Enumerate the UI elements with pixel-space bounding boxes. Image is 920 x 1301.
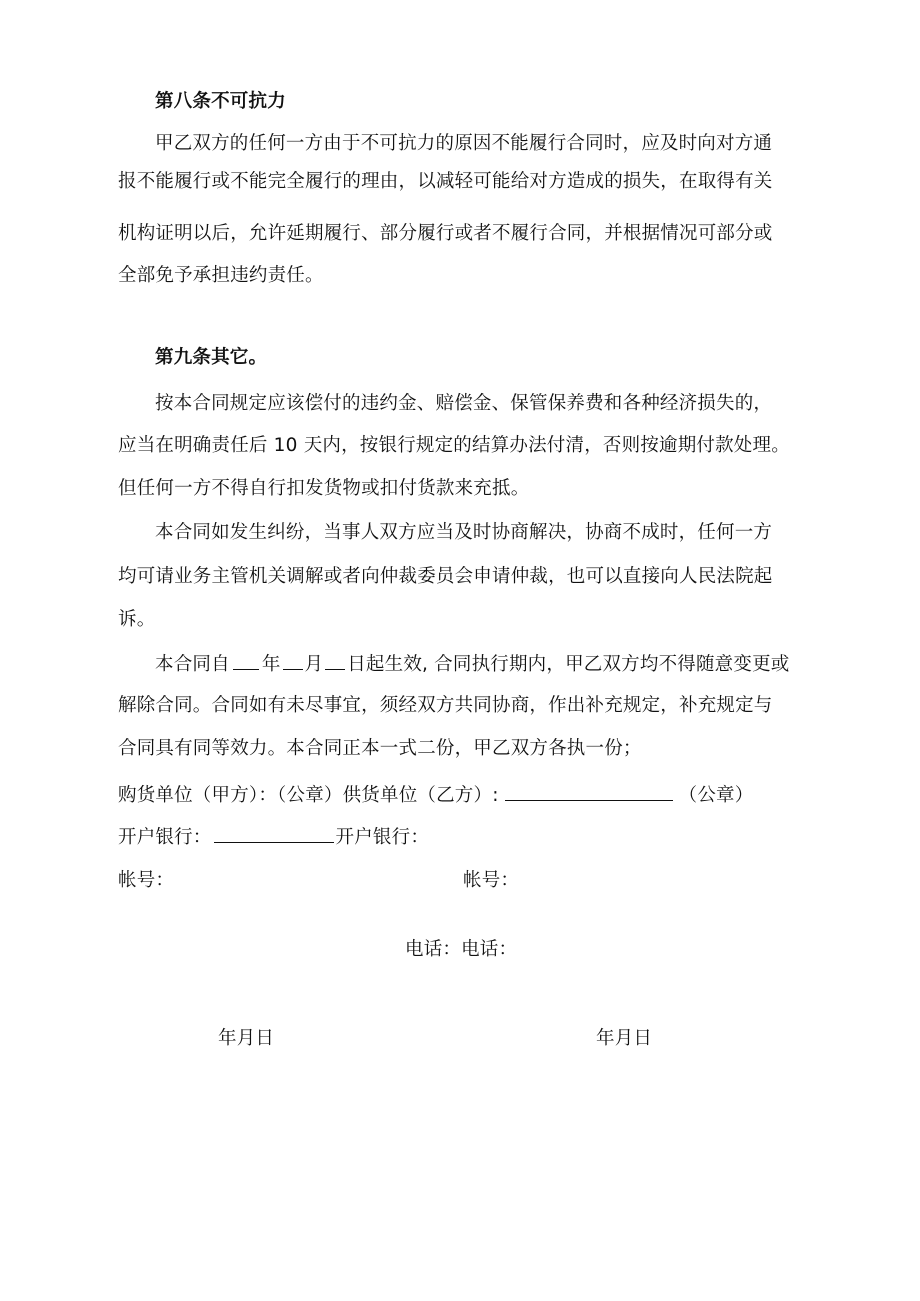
- year-label: 年: [261, 654, 281, 675]
- article9-para2-line: 本合同如发生纠纷，当事人双方应当及时协商解决，协商不成时，任何一方: [155, 522, 773, 543]
- account-label-a: 帐号：: [118, 870, 175, 891]
- date-label-a: 年月日: [218, 1028, 275, 1049]
- bank-line: [118, 824, 429, 850]
- article9-para3-line: 解除合同。合同如有未尽事宜，须经双方共同协商，作出补充规定，补充规定与: [118, 695, 773, 716]
- seller-seal-label: （公章）: [678, 785, 754, 806]
- account-label-b: 帐号：: [463, 870, 520, 891]
- article9-para1-line: 按本合同规定应该偿付的违约金、赔偿金、保管保养费和各种经济损失的，: [155, 393, 773, 414]
- article8-line: 机构证明以后，允许延期履行、部分履行或者不履行合同，并根据情况可部分或: [118, 223, 773, 244]
- article8-line: 甲乙双方的任何一方由于不可抗力的原因不能履行合同时，应及时向对方通: [155, 133, 773, 154]
- year-blank: [233, 651, 259, 670]
- bank-label-a: 开户银行：: [118, 827, 212, 848]
- buyer-seller-line: [118, 782, 753, 808]
- bank-blank: [214, 824, 334, 843]
- article8-line: 报不能履行或不能完全履行的理由，以减轻可能给对方造成的损失，在取得有关: [118, 171, 773, 192]
- effective-date-prefix: 本合同自: [155, 654, 230, 675]
- day-blank: [325, 651, 345, 670]
- article9-para3-line: 合同具有同等效力。本合同正本一式二份，甲乙双方各执一份；: [118, 738, 642, 759]
- month-label: 月: [304, 654, 324, 675]
- effective-date-suffix: 日起生效, 合同执行期内，甲乙双方均不得随意变更或: [347, 654, 790, 675]
- article9-title: 第九条其它。: [155, 347, 268, 368]
- effective-date-line: [155, 651, 789, 677]
- buyer-seller-label: 购货单位（甲方）：（公章）供货单位（乙方）:: [118, 785, 499, 806]
- article8-line: 全部免予承担违约责任。: [118, 265, 324, 286]
- bank-label-b: 开户银行：: [335, 827, 430, 848]
- date-label-b: 年月日: [596, 1028, 653, 1049]
- article9-para2-line: 诉。: [118, 609, 156, 630]
- article9-para2-line: 均可请业务主管机关调解或者向仲裁委员会申请仲裁，也可以直接向人民法院起: [118, 566, 773, 587]
- article9-para1-line: 但任何一方不得自行扣发货物或扣付货款来充抵。: [118, 478, 530, 499]
- article8-title: 第八条不可抗力: [155, 91, 286, 112]
- article9-para1-line: 应当在明确责任后 10 天内，按银行规定的结算办法付清，否则按逾期付款处理。: [118, 435, 790, 456]
- seller-blank: [505, 782, 673, 801]
- month-blank: [283, 651, 303, 670]
- phone-label: 电话：电话：: [405, 939, 518, 960]
